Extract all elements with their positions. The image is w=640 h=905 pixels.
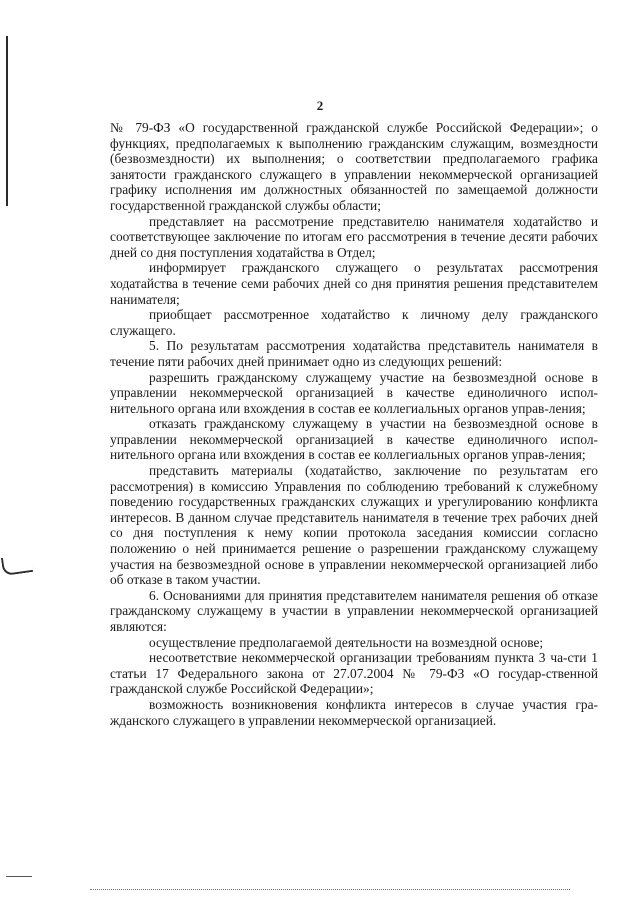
paragraph: разрешить гражданскому служащему участие на безвозмездной основе в управлении некоммерческой организацией в качестве единоличного испол-нительного органа или вхождения в состав ее коллегиальных органов управ-ления;: [110, 369, 598, 416]
paragraph: возможность возникновения конфликта интересов в случае участия гра-жданского служащего в управлении некоммерческой организацией.: [110, 696, 598, 728]
paragraph-continuation: № 79-ФЗ «О государственной гражданской службе Российской Федерации»; о функциях, предполагаемых к выполнению гражданским служащим, возмездности (безвозмездности) их выполнения; о соответствии предполагаемого графика занятости гражданского служащего в управлении некоммерческой организацией графику исполнения им должностных обязанностей по замещаемой должности государственной гражданской службы области;: [110, 120, 598, 213]
page-number: 2: [316, 98, 324, 113]
scan-bottom-line: [6, 876, 32, 877]
paragraph: отказать гражданскому служащему в участии на безвозмездной основе в управлении некоммерческой организацией в качестве единоличного испол-нительного органа или вхождения в состав ее коллегиальных органов управ-ления;: [110, 416, 598, 463]
scan-margin-mark: [1, 554, 33, 576]
scan-edge-mark: [6, 36, 8, 206]
scan-bottom-dots: [90, 889, 570, 892]
paragraph: представляет на рассмотрение представителю нанимателя ходатайство и соответствующее заключение по итогам его рассмотрения в течение десяти рабочих дней со дня поступления ходатайства в Отдел;: [110, 213, 598, 260]
document-body: [110, 120, 598, 728]
paragraph: представить материалы (ходатайство, заключение по результатам его рассмотрения) в комиссию Управления по соблюдению требований к служебному поведению государственных гражданских служащих и урегулированию конфликта интересов. В данном случае представитель нанимателя в течение трех рабочих дней со дня поступления к нему копии протокола заседания комиссии согласно положению о ней принимается решение о разрешении гражданскому служащему участия на безвозмездной основе в управлении некоммерческой организацией либо об отказе в таком участии.: [110, 463, 598, 588]
paragraph-item-6: 6. Основаниями для принятия представителем нанимателя решения об отказе гражданскому служащему в участии в управлении некоммерческой организацией являются:: [110, 587, 598, 634]
paragraph: приобщает рассмотренное ходатайство к личному делу гражданского служащего.: [110, 307, 598, 338]
paragraph-item-5: 5. По результатам рассмотрения ходатайства представитель нанимателя в течение пяти рабочих дней принимает одно из следующих решений:: [110, 338, 598, 369]
paragraph: несоответствие некоммерческой организации требованиям пункта 3 ча-сти 1 статьи 17 Федерального закона от 27.07.2004 № 79-ФЗ «О государ-ственной гражданской службе Российской Федерации»;: [110, 650, 598, 697]
paragraph: информирует гражданского служащего о результатах рассмотрения ходатайства в течение семи рабочих дней со дня принятия решения представителем нанимателя;: [110, 260, 598, 307]
paragraph: осуществление предполагаемой деятельности на возмездной основе;: [149, 634, 544, 650]
